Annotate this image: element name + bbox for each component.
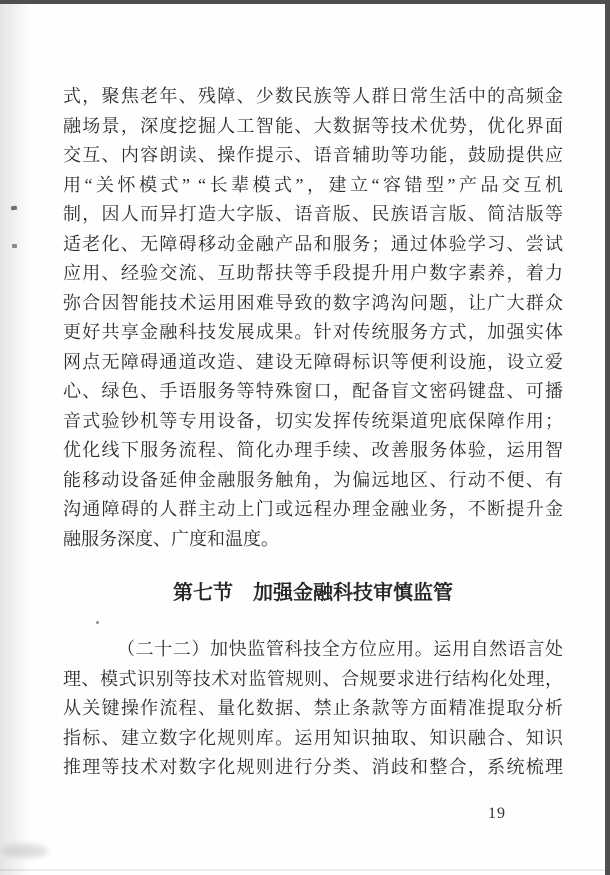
- text-line: 沟通障碍的人群主动上门或远程办理金融业务，不断提升金: [63, 499, 563, 519]
- text-line: 网点无障碍通道改造、建设无障碍标识等便利设施，设立爱: [63, 351, 563, 372]
- text-line: 制，因人而异打造大字版、语音版、民族语言版、简洁版等: [63, 204, 563, 224]
- text-line: （二十二）加快监管科技全方位应用。运用自然语言处: [117, 639, 563, 659]
- text-line: 指标、建立数字化规则库。运用知识抽取、知识融合、知识: [63, 727, 563, 748]
- scan-smudge: [2, 844, 48, 858]
- text-line: 应用、经验交流、互助帮扶等手段提升用户数字素养，着力: [63, 263, 563, 283]
- text-line: 适老化、无障碍移动金融产品和服务；通过体验学习、尝试: [63, 233, 563, 254]
- text-line: 心、绿色、手语服务等特殊窗口，配备盲文密码键盘、可播: [63, 381, 563, 401]
- text-line: 音式验钞机等专用设备，切实发挥传统渠道兜底保障作用；: [63, 410, 563, 431]
- text-line: 更好共享金融科技发展成果。针对传统服务方式，加强实体: [63, 322, 563, 342]
- ink-speck: [12, 244, 17, 248]
- ink-speck: [11, 206, 17, 211]
- scan-bottom-edge: [0, 869, 605, 871]
- paragraph-2: [63, 635, 563, 783]
- text-line: 理、模式识别等技术对监管规则、合规要求进行结构化处理，: [63, 668, 563, 689]
- ink-speck: [96, 621, 99, 624]
- page-number: 19: [488, 805, 506, 822]
- scan-left-shadow: [0, 0, 30, 875]
- text-line: 能移动设备延伸金融服务触角，为偏远地区、行动不便、有: [63, 469, 563, 490]
- text-line: 用“关怀模式” “长辈模式”，建立“容错型”产品交互机: [63, 174, 563, 195]
- text-line: 从关键操作流程、量化数据、禁止条款等方面精准提取分析: [63, 698, 563, 718]
- scan-top-edge: [0, 0, 610, 4]
- text-line: 弥合因智能技术运用困难导致的数字鸿沟问题，让广大群众: [63, 292, 563, 313]
- paragraph-1: [63, 82, 563, 554]
- scan-right-edge: [605, 0, 610, 875]
- text-line: 交互、内容朗读、操作提示、语音辅助等功能，鼓励提供应: [63, 145, 563, 165]
- text-line: 式，聚焦老年、残障、少数民族等人群日常生活中的高频金: [63, 86, 563, 106]
- text-line: 推理等技术对数字化规则进行分类、消歧和整合，系统梳理: [63, 757, 563, 777]
- text-line: 优化线下服务流程、简化办理手续、改善服务体验，运用智: [63, 440, 563, 460]
- section-heading: 第七节 加强金融科技审慎监管: [173, 582, 453, 604]
- text-line: 融场景，深度挖掘人工智能、大数据等技术优势，优化界面: [63, 115, 563, 136]
- text-line: 融服务深度、广度和温度。: [63, 528, 279, 549]
